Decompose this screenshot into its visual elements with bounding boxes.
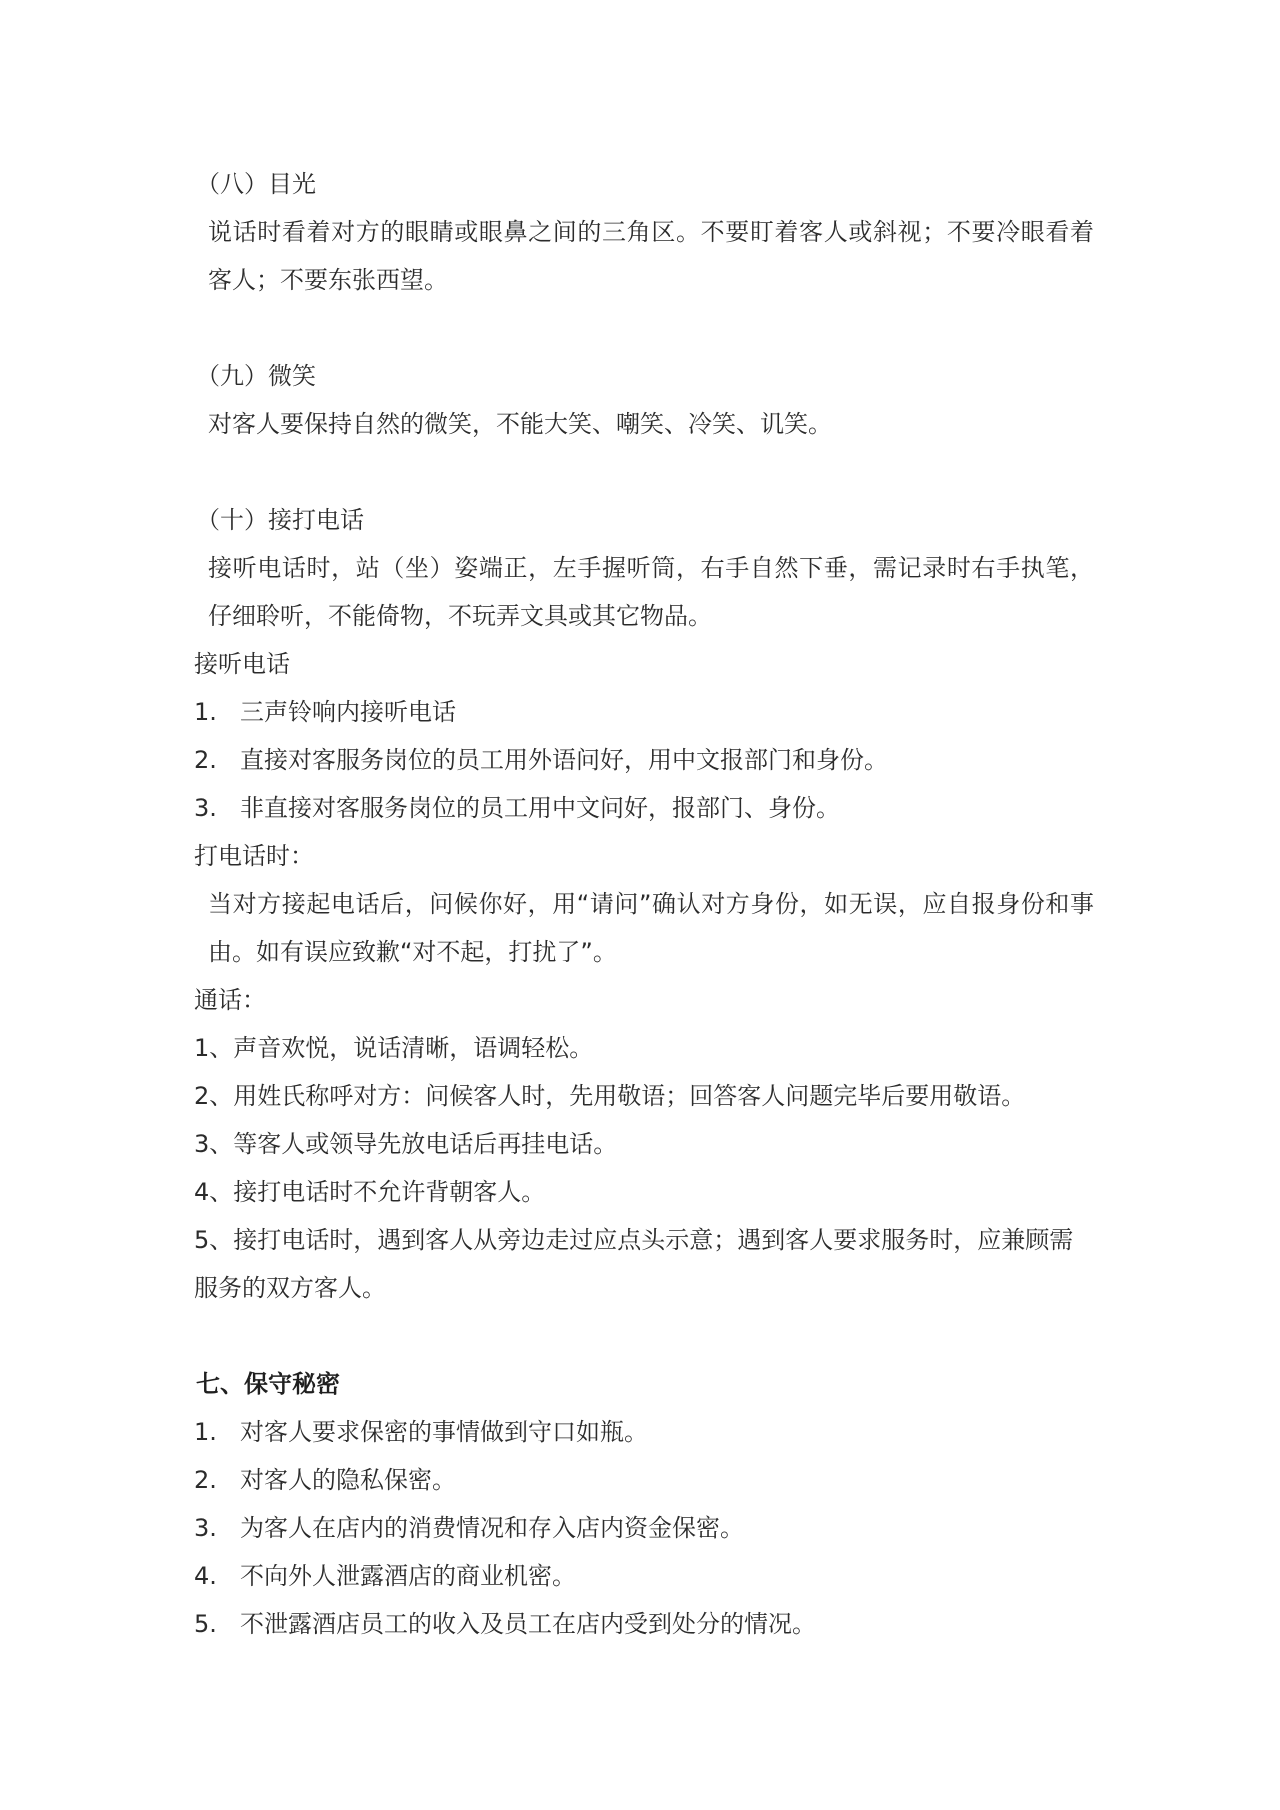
answering-title: 接听电话 — [194, 650, 290, 678]
section-body-eye-contact: 说话时看着对方的眼睛或眼鼻之间的三角区。不要盯着客人或斜视；不要冷眼看着客人；不要东张西望。 — [208, 218, 1094, 294]
answering-list — [194, 688, 1094, 832]
list-item-number: 1. — [194, 1418, 217, 1446]
calling-title: 打电话时： — [194, 842, 314, 870]
calling-body: 当对方接起电话后，问候你好，用“请问”确认对方身份，如无误，应自报身份和事由。如有误应致歉“对不起，打扰了”。 — [208, 890, 1094, 966]
list-item-text: 不泄露酒店员工的收入及员工在店内受到处分的情况。 — [240, 1610, 816, 1638]
spacer — [194, 1312, 1094, 1360]
list-item-number: 2. — [194, 1466, 217, 1494]
list-item-text: 对客人要求保密的事情做到守口如瓶。 — [240, 1418, 648, 1446]
list-item-text: 为客人在店内的消费情况和存入店内资金保密。 — [240, 1514, 744, 1542]
spacer — [194, 304, 1094, 352]
spacer — [194, 448, 1094, 496]
list-item — [194, 688, 1094, 736]
list-item-text: 直接对客服务岗位的员工用外语问好，用中文报部门和身份。 — [240, 746, 888, 774]
section-heading-smile: （九）微笑 — [196, 362, 316, 390]
list-item-text: 对客人的隐私保密。 — [240, 1466, 456, 1494]
list-item: 4、接打电话时不允许背朝客人。 — [194, 1178, 546, 1206]
list-item — [194, 1456, 1094, 1504]
section-heading-confidentiality: 七、保守秘密 — [196, 1370, 340, 1398]
list-item — [194, 784, 1094, 832]
section-body-phone: 接听电话时，站（坐）姿端正，左手握听筒，右手自然下垂，需记录时右手执笔，仔细聆听，不能倚物，不玩弄文具或其它物品。 — [208, 554, 1094, 630]
list-item-number: 2. — [194, 746, 217, 774]
list-item-number: 5. — [194, 1610, 217, 1638]
list-item-number: 4. — [194, 1562, 217, 1590]
list-item-text: 不向外人泄露酒店的商业机密。 — [240, 1562, 576, 1590]
list-item-text: 非直接对客服务岗位的员工用中文问好，报部门、身份。 — [240, 794, 840, 822]
list-item-number: 3. — [194, 1514, 217, 1542]
list-item-number: 3. — [194, 794, 217, 822]
list-item: 5、接打电话时，遇到客人从旁边走过应点头示意；遇到客人要求服务时，应兼顾需服务的双方客人。 — [194, 1226, 1074, 1302]
list-item — [194, 1408, 1094, 1456]
list-item — [194, 1552, 1094, 1600]
list-item: 3、等客人或领导先放电话后再挂电话。 — [194, 1130, 618, 1158]
talking-list — [194, 1024, 1094, 1312]
section-heading-eye-contact: （八）目光 — [196, 170, 316, 198]
document-content — [194, 160, 1094, 1648]
list-item — [194, 1600, 1094, 1648]
talking-title: 通话： — [194, 986, 266, 1014]
list-item — [194, 736, 1094, 784]
section-body-smile: 对客人要保持自然的微笑，不能大笑、嘲笑、冷笑、讥笑。 — [208, 410, 832, 438]
list-item: 1、声音欢悦，说话清晰，语调轻松。 — [194, 1034, 594, 1062]
list-item — [194, 1504, 1094, 1552]
confidentiality-list — [194, 1408, 1094, 1648]
list-item-number: 1. — [194, 698, 217, 726]
list-item: 2、用姓氏称呼对方：问候客人时，先用敬语；回答客人问题完毕后要用敬语。 — [194, 1082, 1026, 1110]
section-heading-phone: （十）接打电话 — [196, 506, 364, 534]
list-item-text: 三声铃响内接听电话 — [240, 698, 456, 726]
